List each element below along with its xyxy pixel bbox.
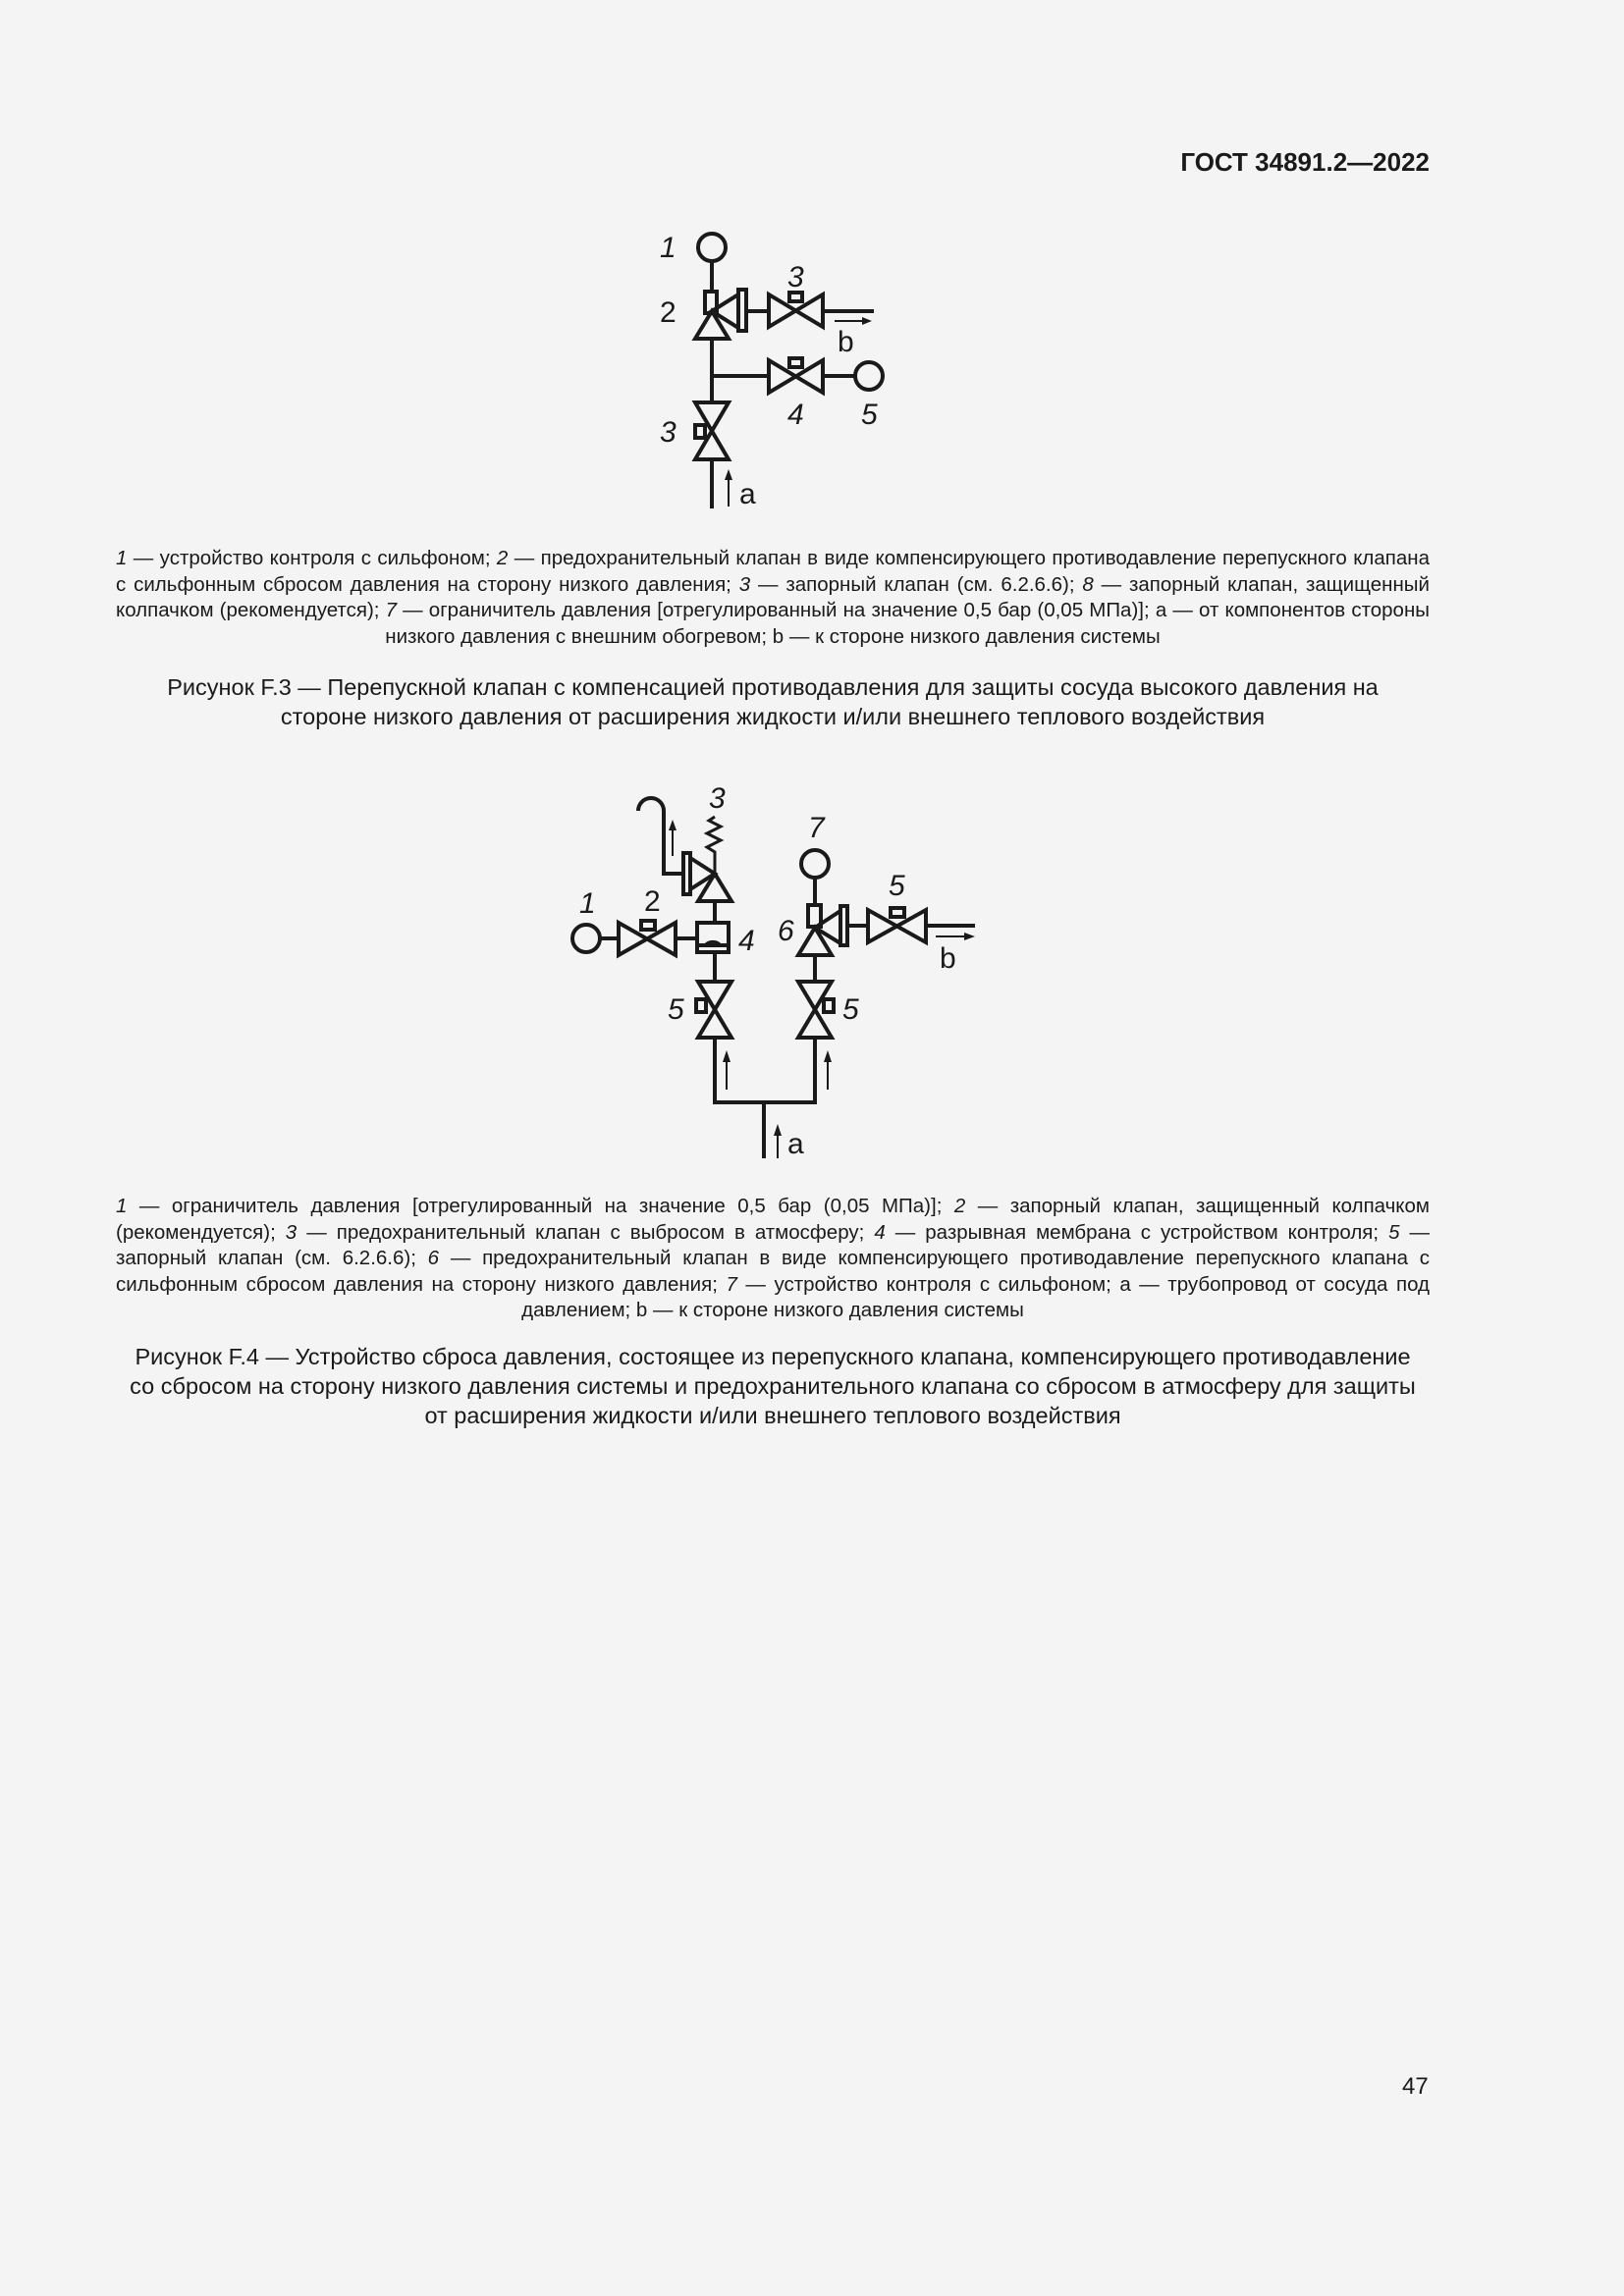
- figure-f3-diagram: [628, 216, 903, 520]
- figure-f4-legend: 1 — ограничитель давления [отрегулированный на значение 0,5 бар (0,05 МПа)]; 2 — запорный клапан, защищенный колпачком (рекомендуется); 3 — предохранительный клапан с выбросом в атмосферу; 4 — разрывная мембрана с устройством контроля; 5 — запорный клапан (см. 6.2.6.6); 6 — предохранительный клапан в виде компенсирующего противодавление перепускного клапана с сильфонным сбросом давления на сторону низкого давления; 7 — устройство контроля с сильфоном; a — трубопровод от сосуда под давлением; b — к стороне низкого давления системы: [116, 1195, 1431, 1321]
- label-4: 4: [787, 399, 804, 431]
- pressure-limiter-icon: [855, 362, 883, 390]
- label-4: 4: [738, 925, 755, 957]
- label-a: a: [739, 478, 756, 510]
- spring-icon: [707, 817, 721, 874]
- shutoff-valve-icon: [769, 360, 823, 393]
- label-3-bottom: 3: [660, 416, 677, 449]
- shutoff-valve-icon: [695, 402, 729, 459]
- figure-f4-diagram: [550, 775, 1001, 1168]
- label-2: 2: [644, 885, 661, 918]
- figure-f3-caption: Рисунок F.3 — Перепускной клапан с компенсацией противодавления для защиты сосуда высокого давления на стороне низкого давления от расширения жидкости и/или внешнего теплового воздействия: [167, 674, 1379, 729]
- label-5: 5: [861, 399, 878, 431]
- label-1: 1: [579, 887, 596, 920]
- page-number: 47: [1402, 2073, 1429, 2100]
- figure-f4-caption: Рисунок F.4 — Устройство сброса давления, состоящее из перепускного клапана, компенсирующего противодавление со сбросом на сторону низкого давления системы и предохранительного клапана со сбросом в атмосферу для защиты от расширения жидкости и/или внешнего теплового воздействия: [130, 1344, 1416, 1428]
- shutoff-valve-icon: [769, 294, 823, 327]
- label-5-right: 5: [842, 993, 859, 1026]
- label-b: b: [838, 326, 854, 358]
- label-3: 3: [709, 782, 726, 815]
- shutoff-valve-icon: [619, 923, 676, 955]
- label-7: 7: [808, 812, 825, 844]
- relief-valve-icon: [695, 311, 729, 339]
- relief-valve-icon: [698, 874, 731, 901]
- bellows-monitor-icon: [698, 234, 726, 261]
- label-2: 2: [660, 296, 677, 329]
- bellows-monitor-icon: [801, 850, 829, 878]
- label-3-top: 3: [787, 261, 804, 294]
- pressure-limiter-icon: [572, 925, 600, 952]
- shutoff-valve-icon: [798, 982, 832, 1038]
- rupture-disc-icon: [697, 923, 729, 952]
- document-header: ГОСТ 34891.2—2022: [1180, 147, 1430, 177]
- shutoff-valve-icon: [868, 910, 926, 942]
- label-b: b: [940, 942, 956, 975]
- shutoff-valve-icon: [698, 982, 731, 1038]
- label-1: 1: [660, 232, 677, 264]
- figure-f3-legend: 1 — устройство контроля с сильфоном; 2 — предохранительный клапан в виде компенсирующего противодавление перепускного клапана с сильфонным сбросом давления на сторону низкого давления; 3 — запорный клапан (см. 6.2.6.6); 8 — запорный клапан, защищенный колпачком (рекомендуется); 7 — ограничитель давления [отрегулированный на значение 0,5 бар (0,05 МПа)]; a — от компонентов стороны низкого давления с внешним обогревом; b — к стороне низкого давления системы: [116, 547, 1430, 648]
- label-5-left: 5: [668, 993, 684, 1026]
- label-a: a: [787, 1128, 804, 1160]
- label-6: 6: [778, 915, 794, 947]
- relief-valve-icon: [798, 928, 832, 955]
- label-5-top: 5: [889, 870, 905, 902]
